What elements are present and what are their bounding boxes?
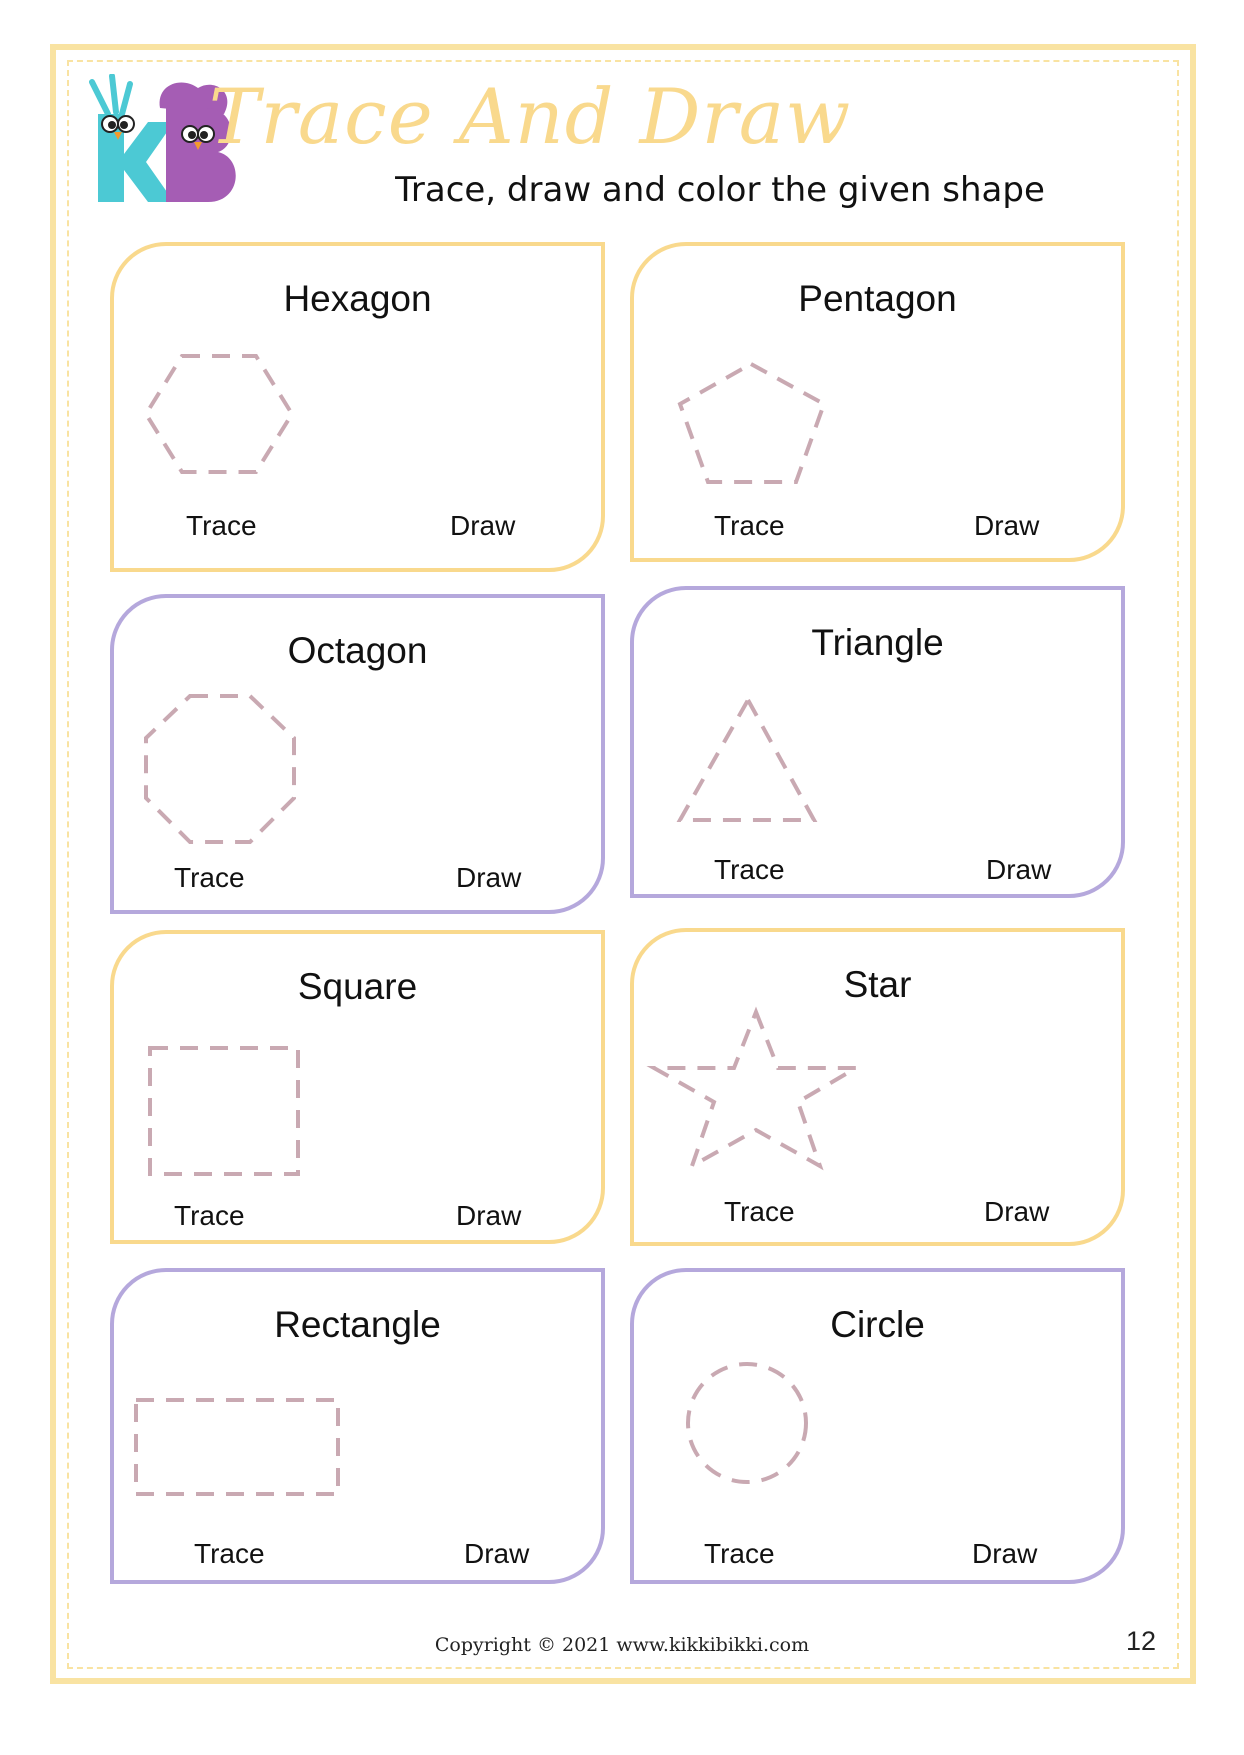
- card-pentagon: [630, 242, 1125, 562]
- draw-label: Draw: [450, 510, 516, 541]
- card-title: Octagon: [287, 630, 428, 671]
- trace-label: Trace: [724, 1196, 795, 1227]
- trace-label: Trace: [714, 510, 785, 541]
- card-title: Rectangle: [274, 1304, 441, 1345]
- page-number: 12: [1126, 1626, 1157, 1656]
- trace-label: Trace: [714, 854, 785, 885]
- pentagon-trace-icon[interactable]: [678, 360, 828, 490]
- draw-label: Draw: [464, 1538, 530, 1569]
- page-title: Trace And Draw: [208, 72, 852, 161]
- draw-label: Draw: [974, 510, 1040, 541]
- draw-label: Draw: [972, 1538, 1038, 1569]
- card-circle: [630, 1268, 1125, 1584]
- trace-label: Trace: [174, 862, 245, 893]
- octagon-trace-icon[interactable]: [144, 694, 296, 844]
- card-title: Star: [843, 964, 912, 1005]
- draw-label: Draw: [986, 854, 1052, 885]
- hexagon-trace-icon[interactable]: [144, 350, 294, 480]
- trace-label: Trace: [174, 1200, 245, 1231]
- card-title: Square: [297, 966, 418, 1007]
- trace-label: Trace: [704, 1538, 775, 1569]
- trace-label: Trace: [194, 1538, 265, 1569]
- rectangle-trace-icon[interactable]: [134, 1398, 344, 1498]
- card-title: Hexagon: [283, 278, 432, 319]
- card-hexagon: [110, 242, 605, 572]
- trace-label: Trace: [186, 510, 257, 541]
- card-octagon: [110, 594, 605, 914]
- circle-trace-icon[interactable]: [684, 1360, 810, 1486]
- card-star: [630, 928, 1125, 1246]
- page-subtitle: Trace, draw and color the given shape: [395, 170, 1045, 210]
- card-triangle: [630, 586, 1125, 898]
- draw-label: Draw: [456, 862, 522, 893]
- card-rectangle: [110, 1268, 605, 1584]
- draw-label: Draw: [984, 1196, 1050, 1227]
- card-title: Circle: [830, 1304, 925, 1345]
- triangle-trace-icon[interactable]: [678, 698, 818, 824]
- card-title: Triangle: [811, 622, 944, 663]
- card-square: [110, 930, 605, 1244]
- copyright-text: Copyright © 2021 www.kikkibikki.com: [434, 1634, 810, 1656]
- square-trace-icon[interactable]: [148, 1046, 302, 1178]
- draw-label: Draw: [456, 1200, 522, 1231]
- card-title: Pentagon: [798, 278, 957, 319]
- star-trace-icon[interactable]: [652, 1010, 862, 1170]
